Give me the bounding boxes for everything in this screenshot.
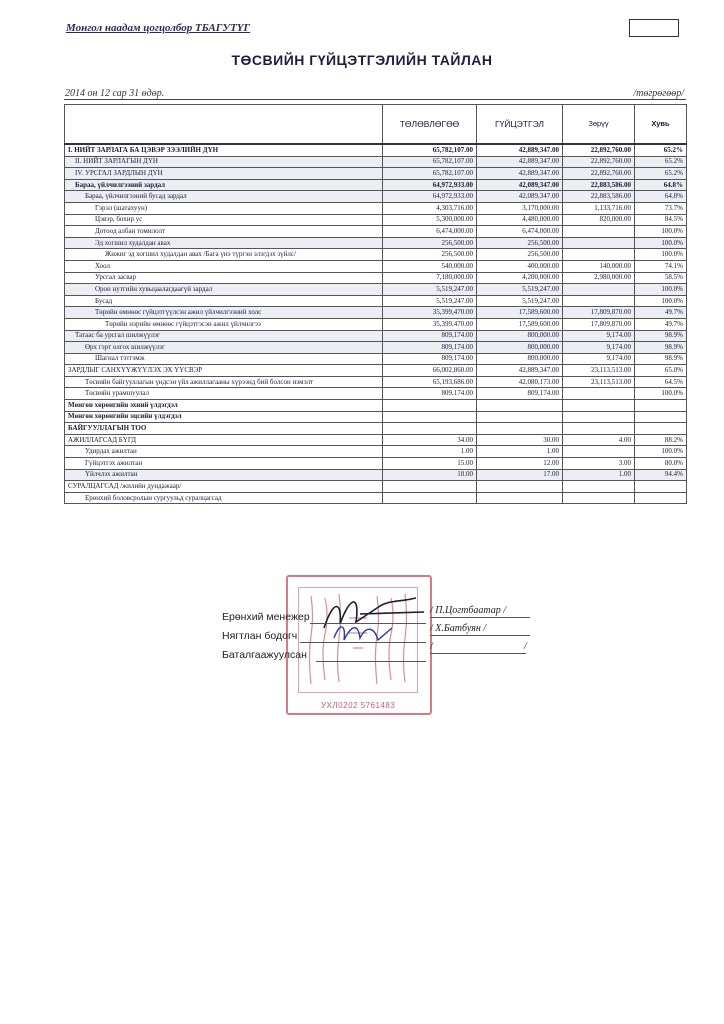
diff-value: 22,883,586.00	[563, 191, 635, 203]
row-label: Удирдах ажилтан	[65, 446, 383, 458]
plan-value	[383, 423, 477, 435]
row-label: Төрийн нэрийн өмнөөс гүйцэтгэсэн ажил үйлчилгээ	[65, 318, 383, 330]
table-row	[65, 458, 687, 470]
percent-value: 88.2%	[635, 434, 687, 446]
diff-value: 22,883,586.00	[563, 179, 635, 191]
row-label: II. НИЙТ ЗАРЛАГЫН ДҮН	[65, 156, 383, 168]
row-label: Цэвэр, бохир ус	[65, 214, 383, 226]
name-line-accountant	[430, 635, 530, 636]
plan-value: 5,300,000.00	[383, 214, 477, 226]
signature-role-accountant: Нягтлан бодогч	[222, 630, 298, 642]
plan-value: 65,782,107.00	[383, 168, 477, 180]
plan-value: 809,174.00	[383, 388, 477, 400]
diff-value: 9,174.00	[563, 330, 635, 342]
actual-value: 17,589,600.00	[477, 318, 563, 330]
plan-value: 809,174.00	[383, 342, 477, 354]
actual-value: 800,000.00	[477, 342, 563, 354]
plan-value: 1.00	[383, 446, 477, 458]
actual-value: 809,174.00	[477, 388, 563, 400]
table-row	[65, 423, 687, 435]
percent-value: 65.2%	[635, 168, 687, 180]
actual-value	[477, 481, 563, 493]
percent-value: 98.9%	[635, 342, 687, 354]
percent-value: 100.0%	[635, 388, 687, 400]
actual-value: 12.00	[477, 458, 563, 470]
plan-value: 64,972,933.00	[383, 191, 477, 203]
plan-value: 6,474,000.00	[383, 226, 477, 238]
row-label: ЗАРДЛЫГ САНХҮҮЖҮҮЛЭХ ЭХ ҮҮСВЭР	[65, 365, 383, 377]
percent-value: 100.0%	[635, 295, 687, 307]
percent-value: 64.8%	[635, 179, 687, 191]
table-row	[65, 400, 687, 412]
plan-value: 18.00	[383, 469, 477, 481]
plan-value: 256,500.00	[383, 237, 477, 249]
plan-value: 809,174.00	[383, 330, 477, 342]
diff-value	[563, 400, 635, 412]
table-row	[65, 156, 687, 168]
percent-value	[635, 400, 687, 412]
header-diff: Зөрүү	[563, 105, 635, 145]
table-row	[65, 295, 687, 307]
table-header-row	[65, 105, 687, 145]
row-label: Дотоод албан томилолт	[65, 226, 383, 238]
diff-value	[563, 284, 635, 296]
plan-value: 34.00	[383, 434, 477, 446]
actual-value: 42,889,347.00	[477, 168, 563, 180]
row-label: Жижиг эд хогшил худалдан авах /Бага үнэ түргэн элэгдэх зүйлс/	[65, 249, 383, 261]
actual-value: 5,519,247.00	[477, 295, 563, 307]
table-row	[65, 191, 687, 203]
actual-value: 800,000.00	[477, 330, 563, 342]
percent-value: 74.1%	[635, 260, 687, 272]
plan-value	[383, 400, 477, 412]
diff-value: 9,174.00	[563, 353, 635, 365]
actual-value: 4,200,000.00	[477, 272, 563, 284]
actual-value: 3,170,000.00	[477, 202, 563, 214]
plan-value: 35,399,470.00	[383, 307, 477, 319]
table-row	[65, 411, 687, 423]
percent-value: 58.5%	[635, 272, 687, 284]
table-row	[65, 376, 687, 388]
percent-value: 80.0%	[635, 458, 687, 470]
row-label: Урсгал засвар	[65, 272, 383, 284]
row-label: Үйлчлэх ажилтан	[65, 469, 383, 481]
actual-value: 42,889,347.00	[477, 365, 563, 377]
plan-value: 256,500.00	[383, 249, 477, 261]
diff-value: 23,113,513.00	[563, 365, 635, 377]
plan-value	[383, 481, 477, 493]
percent-value	[635, 423, 687, 435]
percent-value: 100.0%	[635, 226, 687, 238]
row-label: Төсвийн байгууллагын үндсэн үйл ажиллагааны хүрээнд бий болсон нэмэлт	[65, 376, 383, 388]
diff-value: 1,133,716.00	[563, 202, 635, 214]
diff-value: 4.00	[563, 434, 635, 446]
row-label: Төрийн өмнөөс гүйцэтгүүлсэн ажил үйлчилгээний холс	[65, 307, 383, 319]
table-row	[65, 260, 687, 272]
header-rule	[64, 99, 686, 100]
diff-value: 17,809,870.00	[563, 318, 635, 330]
plan-value: 65,782,107.00	[383, 156, 477, 168]
diff-value: 1.00	[563, 469, 635, 481]
percent-value	[635, 411, 687, 423]
percent-value: 49.7%	[635, 318, 687, 330]
table-row	[65, 249, 687, 261]
organization-name: Монгол наадам цогцолбор ТБАГУТҮГ	[66, 22, 251, 34]
signature-name-manager: / П.Цогтбаатар /	[430, 605, 506, 616]
percent-value: 100.0%	[635, 237, 687, 249]
name-line-manager	[430, 617, 530, 618]
plan-value: 64,972,933.00	[383, 179, 477, 191]
table-row	[65, 237, 687, 249]
diff-value: 17,809,870.00	[563, 307, 635, 319]
actual-value	[477, 423, 563, 435]
diff-value: 22,892,760.00	[563, 144, 635, 156]
actual-value: 17.00	[477, 469, 563, 481]
table-row	[65, 481, 687, 493]
percent-value: 84.5%	[635, 214, 687, 226]
actual-value: 400,000.00	[477, 260, 563, 272]
table-row	[65, 168, 687, 180]
diff-value	[563, 388, 635, 400]
actual-value: 256,500.00	[477, 249, 563, 261]
row-label: Гүйцэтгэх ажилтан	[65, 458, 383, 470]
header-label	[65, 105, 383, 145]
actual-value: 800,000.00	[477, 353, 563, 365]
form-code-box	[629, 19, 679, 37]
table-row	[65, 342, 687, 354]
row-label: Бараа, үйлчилгээний зардал	[65, 179, 383, 191]
row-label: АЖИЛЛАГСАД БҮГД	[65, 434, 383, 446]
diff-value: 3.00	[563, 458, 635, 470]
stamp-id: УХЛ0202 5761483	[321, 701, 396, 710]
row-label: Шагнал тэтгэмж	[65, 353, 383, 365]
actual-value: 30.00	[477, 434, 563, 446]
percent-value	[635, 481, 687, 493]
table-row	[65, 365, 687, 377]
percent-value: 64.8%	[635, 191, 687, 203]
plan-value	[383, 492, 477, 504]
percent-value: 64.5%	[635, 376, 687, 388]
percent-value: 100.0%	[635, 249, 687, 261]
diff-value	[563, 249, 635, 261]
actual-value	[477, 492, 563, 504]
plan-value: 66,002,860.00	[383, 365, 477, 377]
table-row	[65, 469, 687, 481]
table-row	[65, 226, 687, 238]
currency-unit: /төгрөгөөр/	[633, 88, 684, 99]
table-row	[65, 202, 687, 214]
plan-value: 540,000.00	[383, 260, 477, 272]
actual-value: 17,589,600.00	[477, 307, 563, 319]
report-title: ТӨСВИЙН ГҮЙЦЭТГЭЛИЙН ТАЙЛАН	[231, 52, 493, 68]
diff-value	[563, 492, 635, 504]
plan-value: 4,303,716.00	[383, 202, 477, 214]
percent-value: 100.0%	[635, 284, 687, 296]
row-label: Ерөнхий боловсролын сургуульд суралцагсад	[65, 492, 383, 504]
actual-value: 4,480,000.00	[477, 214, 563, 226]
table-row	[65, 330, 687, 342]
row-label: Бусад	[65, 295, 383, 307]
percent-value: 49.7%	[635, 307, 687, 319]
percent-value: 98.9%	[635, 330, 687, 342]
actual-value: 6,474,000.00	[477, 226, 563, 238]
diff-value: 22,892,760.00	[563, 156, 635, 168]
row-label: Төсвийн урамшуулал	[65, 388, 383, 400]
plan-value: 5,519,247.00	[383, 295, 477, 307]
diff-value: 9,174.00	[563, 342, 635, 354]
row-label: БАЙГУУЛЛАГЫН ТОО	[65, 423, 383, 435]
report-date: 2014 он 12 сар 31 өдөр.	[65, 88, 165, 99]
actual-value	[477, 411, 563, 423]
table-row	[65, 434, 687, 446]
signature-role-approver: Баталгаажуулсан	[222, 649, 307, 661]
diff-value	[563, 481, 635, 493]
row-label: I. НИЙТ ЗАРЛАГА БА ЦЭВЭР ЗЭЭЛИЙН ДҮН	[65, 144, 383, 156]
diff-value	[563, 295, 635, 307]
approver-slash-left: /	[430, 641, 433, 652]
table-row	[65, 446, 687, 458]
actual-value: 256,500.00	[477, 237, 563, 249]
plan-value: 7,180,000.00	[383, 272, 477, 284]
signature-name-accountant: / Х.Батбуян /	[430, 623, 487, 634]
table-row	[65, 318, 687, 330]
actual-value: 42,889,347.00	[477, 156, 563, 168]
table-row	[65, 179, 687, 191]
table-row	[65, 492, 687, 504]
row-label: Эд хогшил худалдан авах	[65, 237, 383, 249]
table-row	[65, 353, 687, 365]
diff-value	[563, 226, 635, 238]
percent-value: 65.0%	[635, 365, 687, 377]
row-label: Мөнгөн хөрөнгийн эцсийн үлдэгдэл	[65, 411, 383, 423]
diff-value	[563, 237, 635, 249]
approver-slash-right: /	[524, 641, 527, 652]
actual-value: 42,080,173.00	[477, 376, 563, 388]
diff-value	[563, 423, 635, 435]
plan-value: 65,193,686.00	[383, 376, 477, 388]
percent-value: 73.7%	[635, 202, 687, 214]
percent-value: 65.2%	[635, 156, 687, 168]
row-label: Гэрэл (шатахуун)	[65, 202, 383, 214]
table-row	[65, 272, 687, 284]
table-row	[65, 284, 687, 296]
plan-value: 809,174.00	[383, 353, 477, 365]
actual-value	[477, 400, 563, 412]
actual-value: 42,089,347.00	[477, 179, 563, 191]
table-row	[65, 307, 687, 319]
table-row	[65, 214, 687, 226]
budget-table	[64, 104, 687, 504]
row-label: Өрх гэрт олгох шилжүүлэг	[65, 342, 383, 354]
row-label: Мөнгөн хөрөнгийн эхний үлдэгдэл	[65, 400, 383, 412]
plan-value: 15.00	[383, 458, 477, 470]
table-row	[65, 388, 687, 400]
percent-value: 94.4%	[635, 469, 687, 481]
plan-value	[383, 411, 477, 423]
plan-value: 65,782,107.00	[383, 144, 477, 156]
diff-value: 2,980,000.00	[563, 272, 635, 284]
header-actual: ГҮЙЦЭТГЭЛ	[477, 105, 563, 145]
plan-value: 5,519,247.00	[383, 284, 477, 296]
actual-value: 1.00	[477, 446, 563, 458]
header-pct: Хувь	[635, 105, 687, 145]
percent-value	[635, 492, 687, 504]
row-label: Бараа, үйлчилгээний бусад зардал	[65, 191, 383, 203]
row-label: Татаас ба урсгал шилжүүлэг	[65, 330, 383, 342]
actual-value: 5,519,247.00	[477, 284, 563, 296]
signature-role-manager: Ерөнхий менежер	[222, 611, 310, 623]
signature-line-approver	[316, 661, 426, 662]
row-label: IV. УРСГАЛ ЗАРДЛЫН ДҮН	[65, 168, 383, 180]
percent-value: 100.0%	[635, 446, 687, 458]
signature-line-accountant	[300, 642, 426, 643]
plan-value: 35,399,470.00	[383, 318, 477, 330]
header-plan: ТӨЛӨВЛӨГӨӨ	[383, 105, 477, 145]
diff-value: 23,113,513.00	[563, 376, 635, 388]
diff-value: 140,000.00	[563, 260, 635, 272]
diff-value	[563, 446, 635, 458]
actual-value: 42,889,347.00	[477, 144, 563, 156]
percent-value: 65.2%	[635, 144, 687, 156]
diff-value: 22,892,760.00	[563, 168, 635, 180]
row-label: Хоол	[65, 260, 383, 272]
actual-value: 42,089,347.00	[477, 191, 563, 203]
diff-value	[563, 411, 635, 423]
signature-line-manager	[310, 623, 426, 624]
percent-value: 98.9%	[635, 353, 687, 365]
row-label: СУРАЛЦАГСАД /жилийн дундажаар/	[65, 481, 383, 493]
name-line-approver	[430, 653, 526, 654]
table-row	[65, 144, 687, 156]
row-label: Орон нутгийн хувьцаалагдаагүй зардал	[65, 284, 383, 296]
diff-value: 820,000.00	[563, 214, 635, 226]
